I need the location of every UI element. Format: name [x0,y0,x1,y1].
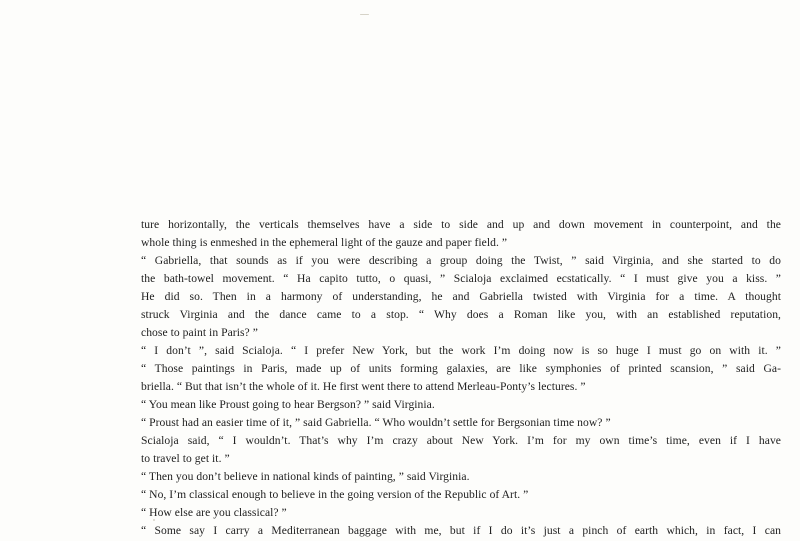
text-line: whole thing is enmeshed in the ephemeral light of the gauze and paper field. ” [141,236,508,249]
text-line: to travel to get it. ” [141,452,230,465]
text-line: “ You mean like Proust going to hear Bergson? ” said Virginia. [141,398,435,411]
paper-speck-top [360,14,369,15]
text-line: briella. “ But that isn’t the whole of it. He first went there to attend Merleau-Ponty’s lectures. ” [141,380,586,393]
body-text [141,216,781,540]
text-line: “ Gabriella, that sounds as if you were describing a group doing the Twist, ” said Virginia, and she started to do [141,254,781,267]
text-line: “ I don’t ”, said Scialoja. “ I prefer New York, but the work I’m doing now is so huge I must go on with it. ” [141,344,781,357]
text-line: Scialoja said, “ I wouldn’t. That’s why I’m crazy about New York. I’m for my own time’s time, even if I have [141,434,781,447]
text-line: “ How else are you classical? ” [141,506,287,519]
text-line: ture horizontally, the verticals themselves have a side to side and up and down movement in counterpoint, and the [141,218,781,231]
text-line: struck Virginia and the dance came to a stop. “ Why does a Roman like you, with an established reputation, [141,308,781,321]
text-line: “ Those paintings in Paris, made up of units forming galaxies, are like symphonies of printed scansion, ” said Ga- [141,362,781,375]
text-line: “ Proust had an easier time of it, ” said Gabriella. “ Who wouldn’t settle for Bergsonian time now? ” [141,416,611,429]
text-line: “ Some say I carry a Mediterranean baggage with me, but if I do it’s just a pinch of earth which, in fact, I can [141,524,781,537]
text-line: chose to paint in Paris? ” [141,326,258,339]
text-line: the bath-towel movement. “ Ha capito tutto, o quasi, ” Scialoja exclaimed ecstatically. “ I must give you a kiss. ” [141,272,781,285]
text-line: “ Then you don’t believe in national kinds of painting, ” said Virginia. [141,470,470,483]
text-line: “ No, I’m classical enough to believe in the going version of the Republic of Art. ” [141,488,529,501]
text-line: He did so. Then in a harmony of understanding, he and Gabriella twisted with Virginia for a time. A thought [141,290,781,303]
